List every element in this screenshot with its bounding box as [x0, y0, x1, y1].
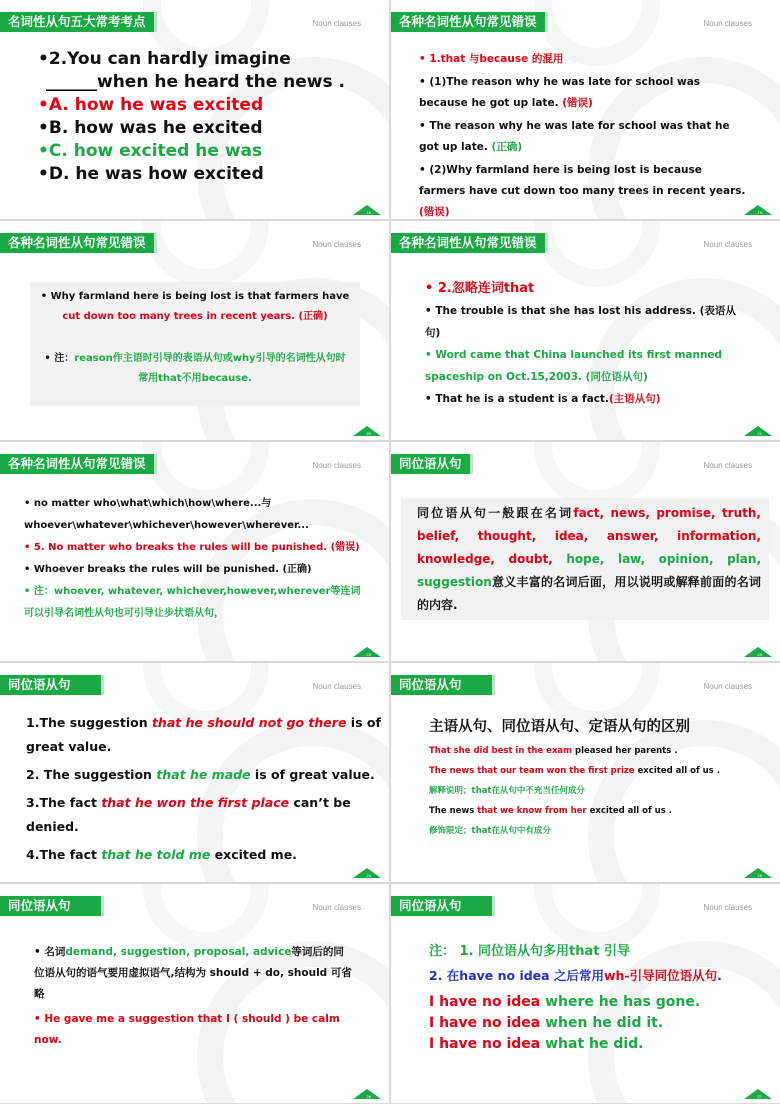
slide-7[interactable] — [0, 663, 389, 882]
page-corner — [742, 867, 772, 878]
slide-title: 主语从句、同位语从句、定语从句的区别 — [429, 719, 690, 735]
slide-9[interactable] — [0, 884, 389, 1103]
slide-tag: 各种名词性从句常见错误 — [0, 233, 154, 253]
page-number: 20 — [366, 431, 371, 436]
example-line: • 5. No matter who breaks the rules will be punished. (错误) — [24, 542, 360, 553]
option-a: •A. how he was excited — [38, 95, 264, 115]
page-corner — [351, 425, 381, 436]
example-line: cut down too many trees in recent years. (正确) — [62, 311, 328, 322]
page-corner — [742, 425, 772, 436]
example-line: • The reason why he was late for school was that he got up late. (正确) — [419, 120, 730, 153]
content-panel — [401, 498, 769, 620]
slide-8[interactable] — [391, 663, 780, 882]
page-corner — [351, 204, 381, 215]
page-corner — [351, 867, 381, 878]
noun-clauses-label: Noun clauses — [703, 240, 752, 249]
noun-clauses-label: Noun clauses — [703, 461, 752, 470]
noun-clauses-label: Noun clauses — [312, 903, 361, 912]
example-line: I have no idea when he did it. — [429, 1015, 664, 1031]
example-line: • (1)The reason why he was late for school was because he got up late. (错误) — [419, 76, 701, 109]
section-heading: • 2.忽略连词that — [425, 281, 535, 296]
noun-clauses-label: Noun clauses — [312, 682, 361, 691]
note: • 注：reason作主语时引导的表语从句或why引导的名词性从句时常用that不用because. — [44, 353, 346, 384]
page-number: 21 — [757, 431, 762, 436]
option-d: •D. he was how excited — [38, 164, 264, 184]
note: • 注：whoever, whatever, whichever,however,wherever等连词可以引导名词性从句也可引导让步状语从句， — [24, 586, 361, 619]
slide-tag: 同位语从句 — [391, 454, 470, 474]
note-line: 2. 在have no idea 之后常用wh-引导同位语从句. — [429, 968, 722, 983]
slide-tag: 各种名词性从句常见错误 — [391, 233, 545, 253]
page-number: 18 — [366, 210, 371, 215]
slide-4[interactable] — [391, 221, 780, 440]
example-line: 1.The suggestion that he should not go there is of great value. — [26, 715, 381, 754]
noun-clauses-label: Noun clauses — [312, 19, 361, 28]
question-line: ______when he heard the news . — [46, 72, 345, 92]
example-line: 2. The suggestion that he made is of great value. — [26, 767, 375, 782]
page-corner — [351, 646, 381, 657]
example-line: I have no idea what he did. — [429, 1036, 644, 1052]
page-corner — [742, 204, 772, 215]
example-line: • Whoever breaks the rules will be punished. (正确) — [24, 564, 312, 575]
option-c: •C. how excited he was — [38, 141, 263, 161]
example-line: I have no idea where he has gone. — [429, 994, 701, 1010]
slide-tag: 各种名词性从句常见错误 — [0, 454, 154, 474]
note-line: 注： 1. 同位语从句多用that 引导 — [429, 944, 631, 959]
noun-clauses-label: Noun clauses — [312, 461, 361, 470]
example-line: 3.The fact that he won the first place can’t be denied. — [26, 795, 351, 834]
example-line: That she did best in the exam pleased her parents . — [429, 746, 678, 756]
definition-text: 同位语从句一般跟在名词fact, news, promise, truth, belief, thought, idea, answer, information, knowledge, doubt, hope, law, opinion, plan, suggestion意义丰富的名词后面，用以说明或解释前面的名词的内容. — [417, 506, 761, 612]
page-corner — [742, 646, 772, 657]
page-number: 27 — [757, 1094, 762, 1099]
decor-ring — [143, 884, 269, 950]
slide-5[interactable] — [0, 442, 389, 661]
slide-tag: 名词性从句五大常考考点 — [0, 12, 154, 32]
example-line: The news that our team won the first prize excited all of us . — [429, 766, 720, 776]
example-line: • That he is a student is a fact.(主语从句) — [425, 393, 661, 405]
page-number: 23 — [757, 652, 762, 657]
question-line: •2.You can hardly imagine — [38, 49, 291, 69]
noun-clauses-label: Noun clauses — [312, 240, 361, 249]
slide-tag: 同位语从句 — [391, 675, 492, 695]
page-corner — [742, 1088, 772, 1099]
section-heading: • 1.that 与because 的混用 — [419, 53, 564, 65]
content-panel — [30, 282, 360, 406]
explanation: 解释说明；that在从句中不充当任何成分 — [429, 786, 585, 796]
decor-ring — [143, 221, 269, 287]
explanation: 修饰限定；that在从句中有成分 — [429, 826, 551, 836]
example-line: • He gave me a suggestion that I ( should ) be calm now. — [34, 1013, 340, 1046]
slide-6[interactable] — [391, 442, 780, 661]
page-number: 25 — [757, 873, 762, 878]
example-line: • no matter who\what\which\how\where...与 whoever\whatever\whichever\however\wherever... — [24, 498, 309, 531]
slide-1[interactable] — [0, 0, 389, 219]
slide-tag: 同位语从句 — [391, 896, 492, 916]
page-number: 24 — [366, 873, 371, 878]
noun-clauses-label: Noun clauses — [703, 903, 752, 912]
example-line: The news that we know from her excited all of us . — [429, 806, 672, 816]
noun-clauses-label: Noun clauses — [703, 682, 752, 691]
slide-10[interactable] — [391, 884, 780, 1103]
example-line: • (2)Why farmland here is being lost is because farmers have cut down too many trees in recent years.(错误) — [419, 164, 746, 218]
rule-text: • 名词demand, suggestion, proposal, advice等词后的同位语从句的语气要用虚拟语气,结构为 should + do, should 可省略 — [34, 946, 352, 1000]
page-number: 22 — [366, 652, 371, 657]
option-b: •B. how was he excited — [38, 118, 263, 138]
example-line: • Why farmland here is being lost is that farmers have — [40, 291, 350, 302]
page-corner — [351, 1088, 381, 1099]
page-number: 19 — [757, 210, 762, 215]
slide-tag: 同位语从句 — [0, 896, 101, 916]
slide-tag: 各种名词性从句常见错误 — [391, 12, 545, 32]
slide-2[interactable] — [391, 0, 780, 219]
slide-3[interactable] — [0, 221, 389, 440]
example-line: • Word came that China launched its first manned spaceship on Oct.15,2003. (同位语从句) — [425, 349, 723, 383]
slide-tag: 同位语从句 — [0, 675, 101, 695]
noun-clauses-label: Noun clauses — [703, 19, 752, 28]
example-line: 4.The fact that he told me excited me. — [26, 847, 297, 862]
example-line: • The trouble is that she has lost his address. (表语从句) — [425, 305, 736, 339]
page-number: 26 — [366, 1094, 371, 1099]
